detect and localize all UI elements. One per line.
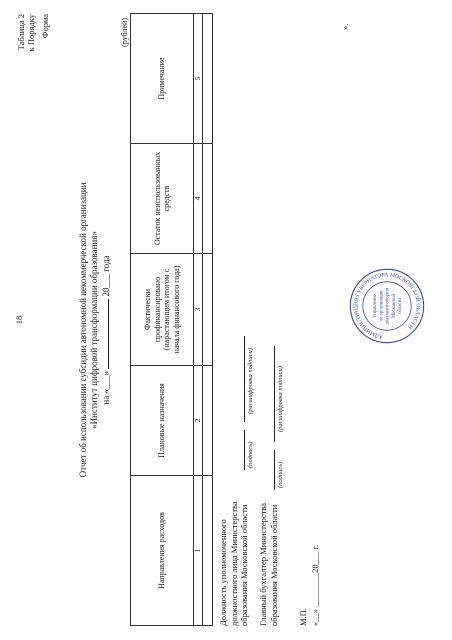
svg-text:Управление: Управление [373, 294, 379, 318]
column-number: 5 [194, 14, 203, 144]
column-number: 3 [194, 254, 203, 366]
stamp-inner-text [373, 288, 403, 325]
header-cell-remaining: Остаток неиспользованных средств [131, 144, 194, 254]
column-number: 1 [194, 476, 203, 626]
signature-date-line: «__» ________20___ г. [310, 544, 320, 626]
header-cell-directions: Направления расходов [131, 476, 194, 626]
table-cell [203, 14, 213, 144]
official-signature-line [244, 430, 245, 470]
form-label: Форма [40, 14, 50, 39]
report-date-blank [108, 299, 109, 369]
table-label: Таблица 2 [16, 14, 26, 51]
accountant-decode-caption: (расшифровка подписи) [277, 366, 284, 432]
header-cell-financed: Фактически профинансировано (нарастающим итогом с начала финансового года) [131, 254, 194, 366]
units-label: (рублей) [120, 18, 129, 47]
official-decode-line [244, 336, 245, 422]
report-title-line-1: Отчет об использовании субсидии автономной некоммерческой организации [78, 182, 88, 478]
official-stamp [348, 267, 426, 345]
column-number: 2 [194, 366, 203, 476]
to-order-label: к Порядку [26, 14, 36, 52]
official-sign-caption: (подпись) [247, 441, 254, 468]
accountant-decode-line [274, 346, 275, 442]
closing-mark: ». [340, 23, 350, 30]
table-header-row [131, 14, 194, 626]
table-cell [203, 366, 213, 476]
accountant-role: Главный бухгалтер Министерства образования Московской области [258, 502, 279, 626]
report-date-year: 20___ [101, 274, 111, 297]
table-cell [203, 254, 213, 366]
svg-text:по организации: по организации [379, 290, 385, 322]
table-empty-row [203, 14, 213, 626]
table-cell [203, 476, 213, 626]
header-cell-planned: Плановые назначения [131, 366, 194, 476]
table-cell [203, 144, 213, 254]
stamp-ring-text: АДМИНИСТРАЦИЯ ГУБЕРНАТОРА МОСКОВСКОЙ ОБЛАСТИ [353, 272, 421, 340]
accountant-sign-caption: (подпись) [277, 461, 284, 488]
report-title-line-2: «Институт цифровой трансформации образования» [89, 231, 99, 429]
report-title [78, 100, 100, 560]
page-number: 18 [14, 315, 24, 325]
corner-header [16, 14, 36, 51]
report-date-prefix: на «___» [101, 371, 111, 405]
column-number: 4 [194, 144, 203, 254]
svg-text:области: области [398, 298, 404, 314]
official-decode-caption: (расшифровка подписи) [247, 348, 254, 414]
report-date-suffix: года [101, 255, 111, 272]
subsidy-report-table [130, 13, 213, 626]
report-date [101, 100, 111, 560]
seal-place-label: М.П. [298, 608, 308, 626]
svg-text:документооборота: документооборота [385, 287, 391, 325]
header-cell-note: Примечание [131, 14, 194, 144]
accountant-signature-line [274, 450, 275, 490]
svg-text:Московской: Московской [391, 294, 397, 318]
table-column-number-row [194, 14, 203, 626]
official-role: Должность уполномоченного должностного лица Министерства образования Московской области [218, 501, 249, 626]
